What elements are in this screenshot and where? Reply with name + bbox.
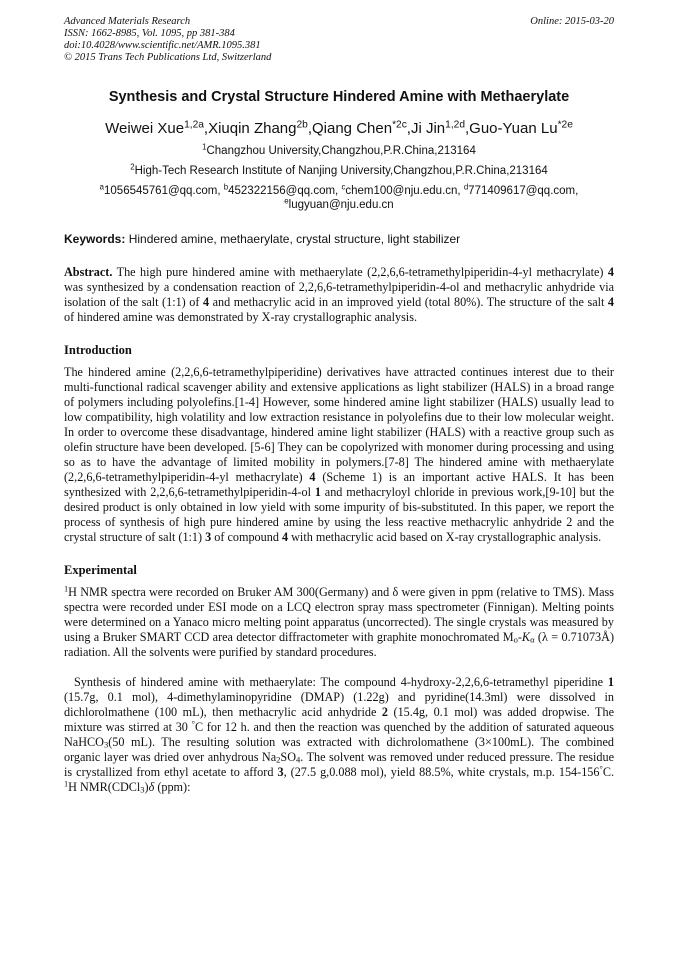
paper-title: Synthesis and Crystal Structure Hindered Amine with Methaerylate xyxy=(108,89,570,105)
compound-number: 4 xyxy=(281,530,289,544)
author-name: Xiuqin Zhang xyxy=(208,120,297,137)
abstract-text: and methacrylic acid in an improved yield (total 80%). The structure of the salt xyxy=(209,295,608,309)
body-text: ) xyxy=(144,780,149,794)
abstract-text: of hindered amine was demonstrated by X-ray crystallographic analysis. xyxy=(64,310,417,324)
author-name: Weiwei Xue xyxy=(105,120,185,137)
italic-symbol: K xyxy=(521,630,531,644)
body-text: of compound xyxy=(211,530,282,544)
subscript: o xyxy=(513,634,518,645)
email-mark: c xyxy=(341,182,346,192)
compound-number: 4 xyxy=(607,295,614,309)
degree-sign: ° xyxy=(191,719,195,729)
author-separator: , xyxy=(203,120,209,137)
email xyxy=(341,182,464,197)
abstract-label: Abstract. xyxy=(64,265,113,279)
author xyxy=(208,120,312,137)
compound-number: 3 xyxy=(205,530,212,544)
affiliation-mark: 2 xyxy=(130,162,135,172)
author xyxy=(105,120,208,137)
affiliation xyxy=(64,164,614,178)
author xyxy=(469,120,573,137)
affiliation-text: Changzhou University,Changzhou,P.R.China,213164 xyxy=(206,145,476,157)
author xyxy=(312,120,411,137)
journal-doi: doi:10.4028/www.scientific.net/AMR.1095.381 xyxy=(64,40,261,51)
author-separator: , xyxy=(307,120,312,137)
author-separator: , xyxy=(406,120,411,137)
body-text: (ppm): xyxy=(154,780,191,794)
abstract xyxy=(64,265,614,325)
email-address: chem100@nju.edu.cn, xyxy=(345,185,464,197)
body-text: C. xyxy=(602,765,614,779)
superscript: 1 xyxy=(64,584,69,594)
email-mark: e xyxy=(284,196,289,206)
subscript: 2 xyxy=(276,754,281,765)
author-affiliation-mark: 1,2d xyxy=(445,119,465,131)
author-affiliation-mark: 1,2a xyxy=(184,119,204,131)
author-affiliation-mark: *2c xyxy=(392,119,407,131)
keywords-label: Keywords: xyxy=(64,232,126,246)
body-text: (15.7g, 0.1 mol), 4-dimethylaminopyridine (DMAP) (1.22g) and pyridine(14.3ml) were dissolved in dichlorolmathene (100 mL), then methacrylic acid anhydride xyxy=(64,690,614,719)
body-text: with methacrylic acid based on X-ray crystallographic analysis. xyxy=(288,530,602,544)
body-text: The hindered amine (2,2,6,6-tetramethylpiperidine) derivatives have attracted continues interest due to their multi-functional radical scavenger ability and extensive applications as light stabilizer (HALS) in a broad range of polymers including polyolefins.[1-4] However, some hindered amine light stabilizer (HALS) usually lead to low compatibility, high volatility and low extraction resistance in polyolefins due to their low molecular weight. In order to overcome these disadvantage, hindered amine light stabilizer (HALS) with a reactive group such as olefin structure have been developed. [5-6] They can be copolyrized with monomer during processing and using so as to have the advantage of limited mobility in polymers.[7-8] The hindered amine with methaerylate (2,2,6,6-tetramethylpiperidin-4-yl methacrylate) xyxy=(64,365,614,484)
compound-number: 4 xyxy=(309,470,316,484)
email xyxy=(223,182,342,197)
journal-header xyxy=(64,16,614,64)
body-text: and methacryloyl chloride in previous work,[9-10] but the desired product is only obtained in low yield with some impurity of bis-substituted. In this paper, we report the process of synthesis of high pure hindered amine by using the less reactive methacrylic anhydride 2 and the crystal structure of salt (1:1) xyxy=(64,485,615,544)
abstract-text: The high pure hindered amine with methaerylate (2,2,6,6-tetramethylpiperidin-4-yl methacrylate) xyxy=(112,265,608,279)
body-text: . The solvent was removed under reduced pressure. The residue is crystallized from ethyl acetate to afford xyxy=(64,750,614,779)
body-text: SO xyxy=(280,750,297,764)
email-mark: d xyxy=(463,182,469,192)
body-text: (Scheme 1) is an important active HALS. It has been synthesized with 2,2,6,6-tetramethylpiperidin-4-ol xyxy=(64,470,614,499)
journal-copyright: © 2015 Trans Tech Publications Ltd, Switzerland xyxy=(64,52,272,63)
journal-info xyxy=(64,16,271,64)
body-text: (λ = 0.71073Å) radiation. All the solvents were purified by standard procedures. xyxy=(64,630,614,659)
affiliation-mark: 1 xyxy=(202,142,207,152)
italic-symbol: δ xyxy=(148,780,155,794)
author-list xyxy=(64,120,614,138)
email-list xyxy=(64,184,614,212)
body-text: - xyxy=(517,630,522,644)
email-address: lugyuan@nju.edu.cn xyxy=(288,199,394,211)
compound-number: 1 xyxy=(314,485,321,499)
degree-sign: ° xyxy=(599,764,603,774)
keywords xyxy=(64,232,614,247)
email xyxy=(284,196,394,211)
superscript: 1 xyxy=(64,779,69,789)
compound-number: 1 xyxy=(607,675,614,689)
journal-issn: ISSN: 1662-8985, Vol. 1095, pp 381-384 xyxy=(64,28,235,39)
author-affiliation-mark: *2e xyxy=(557,119,573,131)
compound-number: 2 xyxy=(381,705,388,719)
keywords-text: Hindered amine, methaerylate, crystal structure, light stabilizer xyxy=(125,232,461,246)
abstract-text: was synthesized by a condensation reaction of 2,2,6,6-tetramethylpiperidin-4-ol and methacrylic anhydride via isolation of the salt (1:1) of xyxy=(64,280,614,309)
affiliation xyxy=(64,144,614,158)
body-text: (50 mL). The resulting solution was extracted with dichrolomathene (3×100mL). The combined organic layer was dried over anhydrous Na xyxy=(64,735,614,764)
email xyxy=(99,182,224,197)
body-text: , (27.5 g,0.088 mol), yield 88.5%, white crystals, m.p. 154-156 xyxy=(283,765,600,779)
email-mark: b xyxy=(223,182,229,192)
compound-number: 3 xyxy=(277,765,284,779)
body-text: C for 12 h. and then the reaction was quenched by the addition of saturated aqueous NaHCO xyxy=(64,720,614,749)
email xyxy=(463,182,579,197)
subscript: 3 xyxy=(103,739,109,750)
affiliation-text: High-Tech Research Institute of Nanjing University,Changzhou,P.R.China,213164 xyxy=(134,165,548,177)
journal-name: Advanced Materials Research xyxy=(64,16,191,27)
body-text: H NMR spectra were recorded on Bruker AM 300(Germany) and δ were given in ppm (relative to TMS). Mass spectra were recorded under ESI mode on a LCQ electron spray mass spectrometer (Finnigan). Melting points were determined on a Yanaco micro melting point apparatus (uncorrected). The single crystals was measured by using a Bruker SMART CCD area detector diffractometer with graphite monochromated M xyxy=(64,585,614,644)
email-address: 771409617@qq.com, xyxy=(468,185,579,197)
author-name: Qiang Chen xyxy=(312,120,393,137)
body-text: Synthesis of hindered amine with methaerylate: The compound 4-hydroxy-2,2,6,6-tetramethyl piperidine xyxy=(74,675,608,689)
email-address: 452322156@qq.com, xyxy=(228,185,342,197)
author xyxy=(411,120,469,137)
compound-number: 4 xyxy=(202,295,210,309)
author-name: Guo-Yuan Lu xyxy=(469,120,558,137)
author-affiliation-mark: 2b xyxy=(296,119,308,131)
subscript: 3 xyxy=(140,784,145,795)
experimental-paragraph xyxy=(64,585,614,660)
body-text: (15.4g, 0.1 mol) was added dropwise. The mixture was stirred at 30 xyxy=(64,705,614,734)
author-name: Ji Jin xyxy=(410,120,446,137)
introduction-paragraph xyxy=(64,365,614,545)
subscript: α xyxy=(530,634,535,645)
compound-number: 4 xyxy=(607,265,614,279)
email-mark: a xyxy=(99,182,105,192)
subscript: 4 xyxy=(296,754,301,765)
section-heading-introduction: Introduction xyxy=(64,343,132,357)
body-text: H NMR(CDCl xyxy=(68,780,141,794)
email-address: 1056545761@qq.com, xyxy=(104,185,224,197)
author-separator: , xyxy=(464,120,470,137)
synthesis-paragraph xyxy=(64,675,614,795)
online-date: Online: 2015-03-20 xyxy=(530,16,614,27)
section-heading-experimental: Experimental xyxy=(64,563,137,577)
